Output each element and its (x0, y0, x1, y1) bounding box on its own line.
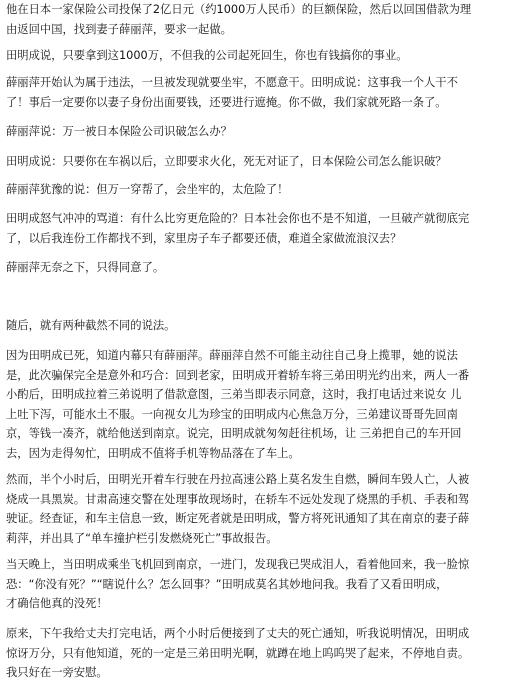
text-line: 由返回中国，找到妻子薛丽萍，要求一起做。 (6, 22, 232, 36)
text-line: 上吐下泻，可能水土不服。一向视女儿为珍宝的田明成内心焦急万分，三弟建议哥哥先回南 (6, 407, 458, 421)
paragraph-cremation-plan (6, 152, 510, 172)
paragraph-illegal-concern (6, 73, 510, 112)
paragraph-two-versions (6, 316, 510, 336)
paragraph-detection-question (6, 122, 510, 142)
text-line: 随后，就有两种截然不同的说法。 (6, 319, 176, 332)
paragraph-company-revival (6, 46, 510, 66)
paragraph-wife-account (6, 346, 510, 464)
text-line: 当天晚上，当田明成乘坐飞机回到南京，一进门，发现我已哭成泪人，看着他回来，我一脸惊 (6, 558, 470, 571)
text-line: 田明成说：只要你在车祸以后，立即要求火化，死无对证了，日本保险公司怎么能识破？ (6, 155, 447, 168)
text-line: 田明成说，只要拿到这1000万，不但我的公司起死回生，你也有钱搞你的事业。 (6, 49, 408, 62)
text-line: 小酌后，田明成拉着三弟说明了借款意图，三弟当即表示同意，这时，我打电话过来说女 儿 (6, 388, 462, 402)
paragraph-death-notice (6, 624, 510, 683)
paragraph-car-fire (6, 470, 510, 548)
text-line: 了，以后我连份工作都找不到，家里房子车子都要还债，难道全家做流浪汉去？ (6, 231, 402, 245)
text-line: 然而，半个小时后，田明光开着车行驶在丹拉高速公路上莫名发生自燃，瞬间车毁人亡，人被 (6, 473, 470, 486)
text-line: 才确信他真的没死！ (6, 597, 108, 611)
text-line: 因为田明成已死，知道内幕只有薛丽萍。薛丽萍自然不可能主动往自己身上揽罪，她的说法 (6, 349, 458, 362)
text-line: 莉萍，并出具了“单车撞护栏引发燃烧死亡”事故报告。 (6, 531, 278, 545)
text-line: 驶证。经查证，和车主信息一致，断定死者就是田明成，警方将死讯通知了其在南京的妻子薛 (6, 512, 470, 526)
text-line: 京，等钱一凑齐，就给他送到南京。说完，田明成就匆匆赶往机场，让 三弟把自己的车开回 (6, 427, 462, 441)
paragraph-angry-reply (6, 209, 510, 248)
text-line: 恐：“你没有死？”“瞎说什么？怎么回事？”田明成莫名其妙地问我。我看了又看田明成， (6, 577, 448, 591)
paragraph-hesitation (6, 180, 510, 200)
text-line: 我只好在一旁安慰。 (6, 666, 108, 680)
text-line: 薛丽萍开始认为属于违法，一旦被发现就要坐牢，不愿意干。田明成说：这事我一个人干不 (6, 76, 458, 89)
paragraph-return-home (6, 555, 510, 614)
text-line: 烧成一具黑炭。甘肃高速交警在处理事故现场时，在轿车不远处发现了烧黑的手机、手表和驾 (6, 492, 470, 506)
text-line: 田明成怒气冲冲的骂道：有什么比穷更危险的？日本社会你也不是不知道，一旦破产就彻底完 (6, 212, 470, 225)
text-line: 原来，下午我给丈夫打完电话，两个小时后便接到了丈夫的死亡通知，听我说明情况，田明成 (6, 627, 470, 640)
text-line: 薛丽萍犹豫的说：但万一穿帮了，会坐牢的，太危险了！ (6, 183, 289, 196)
text-line: 惊讶万分，只有他知道，死的一定是三弟田明光啊，就蹲在地上呜呜哭了起来，不停地自责。 (6, 646, 470, 660)
paragraph-agreement (6, 258, 510, 278)
text-line: 了！事后一定要你以妻子身份出面要钱，还要进行遮掩。你不做，我们家就死路一条了。 (6, 95, 447, 109)
text-line: 他在日本一家保险公司投保了2亿日元（约1000万人民币）的巨额保险，然后以回国借款为理 (6, 3, 472, 16)
text-line: 是，此次骗保完全是意外和巧合：回到老家，田明成开着轿车将三弟田明光约出来，两人一番 (6, 368, 470, 382)
text-line: 去，因为走得匆忙，田明成不值将手机等物品落在了车上。 (6, 446, 300, 460)
text-line: 薛丽萍无奈之下，只得同意了。 (6, 261, 165, 274)
text-line: 薛丽萍说：万一被日本保险公司识破怎么办？ (6, 125, 232, 138)
paragraph-insurance-policy (6, 0, 510, 39)
